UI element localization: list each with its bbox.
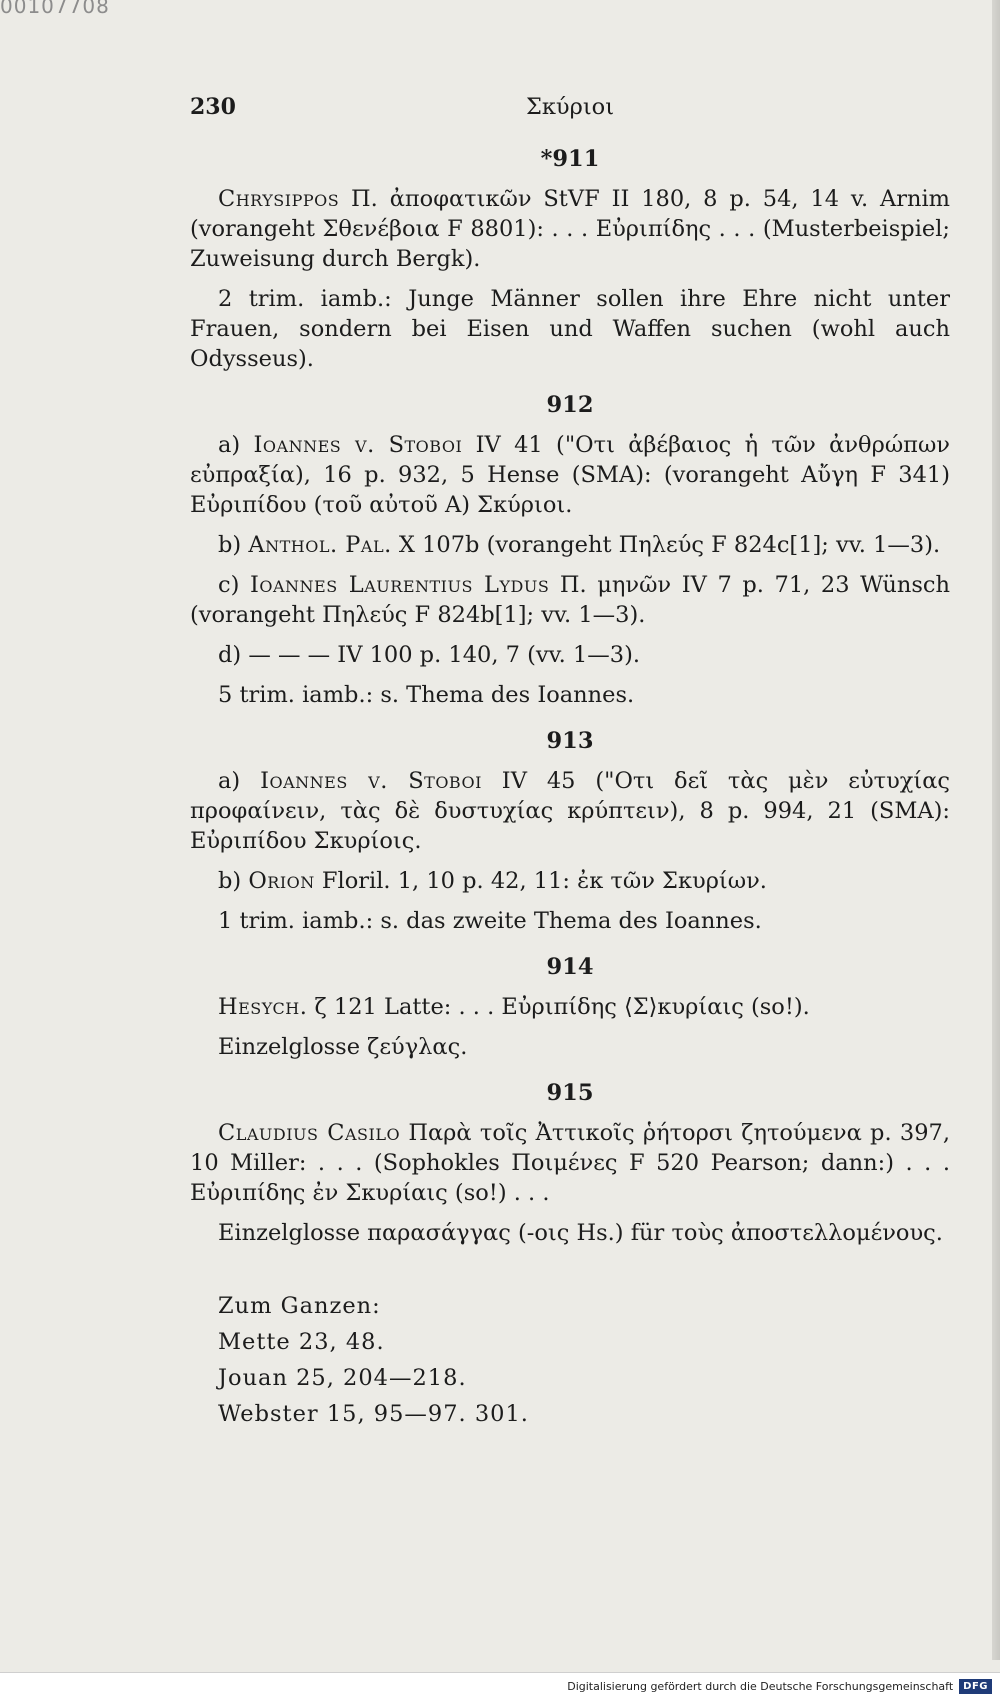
paragraph-text: Einzelglosse ζεύγλας. (218, 1034, 468, 1060)
fragment-paragraph (190, 680, 950, 710)
fragment-entries (190, 144, 950, 1248)
bibliography-line: Jouan 25, 204—218. (218, 1365, 467, 1391)
item-label: b) (218, 868, 249, 894)
fragment-number: 912 (546, 392, 594, 418)
source-author: Orion (248, 868, 315, 894)
paragraph-text: Einzelglosse παρασάγγας (-οις Hs.) für τοὺς ἀποστελλομένους. (218, 1220, 943, 1246)
fragment-paragraph (190, 530, 950, 560)
running-title: Σκύριοι (525, 94, 615, 120)
fragment-paragraph (190, 1032, 950, 1062)
paragraph-text: IV 41 ("Οτι ἀβέβαιος ἡ τῶν ἀνθρώπων εὐπραξία), 16 p. 932, 5 Hense (SMA): (vorangeht Αὔγη F 341) Εὐριπίδου (τοῦ αὐτοῦ A) Σκύριοι. (190, 432, 950, 518)
fragment-number: 915 (546, 1080, 594, 1106)
fragment-paragraph (190, 640, 950, 670)
source-author: Ioannes Laurentius Lydus (249, 572, 550, 598)
source-author: Anthol. Pal. (248, 532, 392, 558)
source-author: Claudius Casilo (218, 1120, 401, 1146)
paragraph-text: Floril. 1, 10 p. 42, 11: ἐκ τῶν Σκυρίων. (314, 868, 767, 894)
source-author: Chrysippos (218, 186, 340, 212)
fragment-paragraph (190, 1118, 950, 1208)
item-label: a) (218, 768, 261, 794)
paragraph-text: 5 trim. iamb.: s. Thema des Ioannes. (218, 682, 635, 708)
fragment-paragraph (190, 184, 950, 274)
bibliography-heading: Zum Ganzen: (218, 1293, 381, 1319)
paragraph-text: Π. μηνῶν IV 7 p. 71, 23 Wünsch (vorangeht Πηλεύς F 824b[1]; vv. 1—3). (190, 572, 950, 628)
running-header (190, 92, 950, 124)
paragraph-text: IV 45 ("Οτι δεῖ τὰς μὲν εὐτυχίας προφαίνειν, τὰς δὲ δυστυχίας κρύπτειν), 8 p. 994, 21 (SMA): Εὐριπίδου Σκυρίοις. (190, 768, 950, 854)
fragment-number: 914 (546, 954, 594, 980)
paragraph-text: Παρὰ τοῖς Ἀττικοῖς ῥήτορσι ζητούμενα p. 397, 10 Miller: . . . (Sophokles Ποιμένες F 520 Pearson; dann:) . . . Εὐριπίδης ἐν Σκυρίαις (so!) . . . (190, 1120, 950, 1206)
book-page (190, 92, 950, 1432)
dfg-logo: DFG (959, 1679, 992, 1694)
item-label: c) (218, 572, 250, 598)
fragment-paragraph (190, 992, 950, 1022)
source-author: Ioannes v. Stoboi (253, 432, 463, 458)
fragment-paragraph (190, 430, 950, 520)
source-author: Ioannes v. Stoboi (260, 768, 482, 794)
item-label: d) (218, 642, 249, 668)
paragraph-text: Π. ἀποφατικῶν StVF II 180, 8 p. 54, 14 v. Arnim (vorangeht Σθενέβοια F 8801): . . . Εὐριπίδης . . . (Musterbeispiel; Zuweisung durch Bergk). (190, 186, 950, 272)
digitization-footer (0, 1672, 1000, 1699)
page-number: 230 (190, 94, 236, 120)
item-label: b) (218, 532, 249, 558)
bibliography-line: Mette 23, 48. (218, 1329, 385, 1355)
bibliography-line: Webster 15, 95—97. 301. (218, 1401, 529, 1427)
item-label: a) (218, 432, 254, 458)
bibliography (190, 1288, 950, 1432)
paragraph-text: ζ 121 Latte: . . . Εὐριπίδης ⟨Σ⟩κυρίαις (so!). (307, 994, 810, 1020)
fragment-paragraph (190, 866, 950, 896)
paragraph-text: — — — IV 100 p. 140, 7 (vv. 1—3). (248, 642, 641, 668)
paragraph-text: 2 trim. iamb.: Junge Männer sollen ihre Ehre nicht unter Frauen, sondern bei Eisen und Waffen suchen (wohl auch Odysseus). (190, 286, 950, 372)
paragraph-text: 1 trim. iamb.: s. das zweite Thema des Ioannes. (218, 908, 762, 934)
fragment-paragraph (190, 906, 950, 936)
paragraph-text: X 107b (vorangeht Πηλεύς F 824c[1]; vv. 1—3). (391, 532, 941, 558)
source-author: Hesych. (218, 994, 308, 1020)
fragment-paragraph (190, 284, 950, 374)
fragment-number: 913 (546, 728, 594, 754)
footer-credit: Digitalisierung gefördert durch die Deutsche Forschungsgemeinschaft (567, 1679, 954, 1693)
fragment-paragraph (190, 1218, 950, 1248)
page-edge-shadow (992, 0, 1000, 1660)
fragment-paragraph (190, 570, 950, 630)
scan-id: 00107708 (0, 0, 110, 18)
fragment-paragraph (190, 766, 950, 856)
fragment-number: *911 (540, 146, 600, 172)
